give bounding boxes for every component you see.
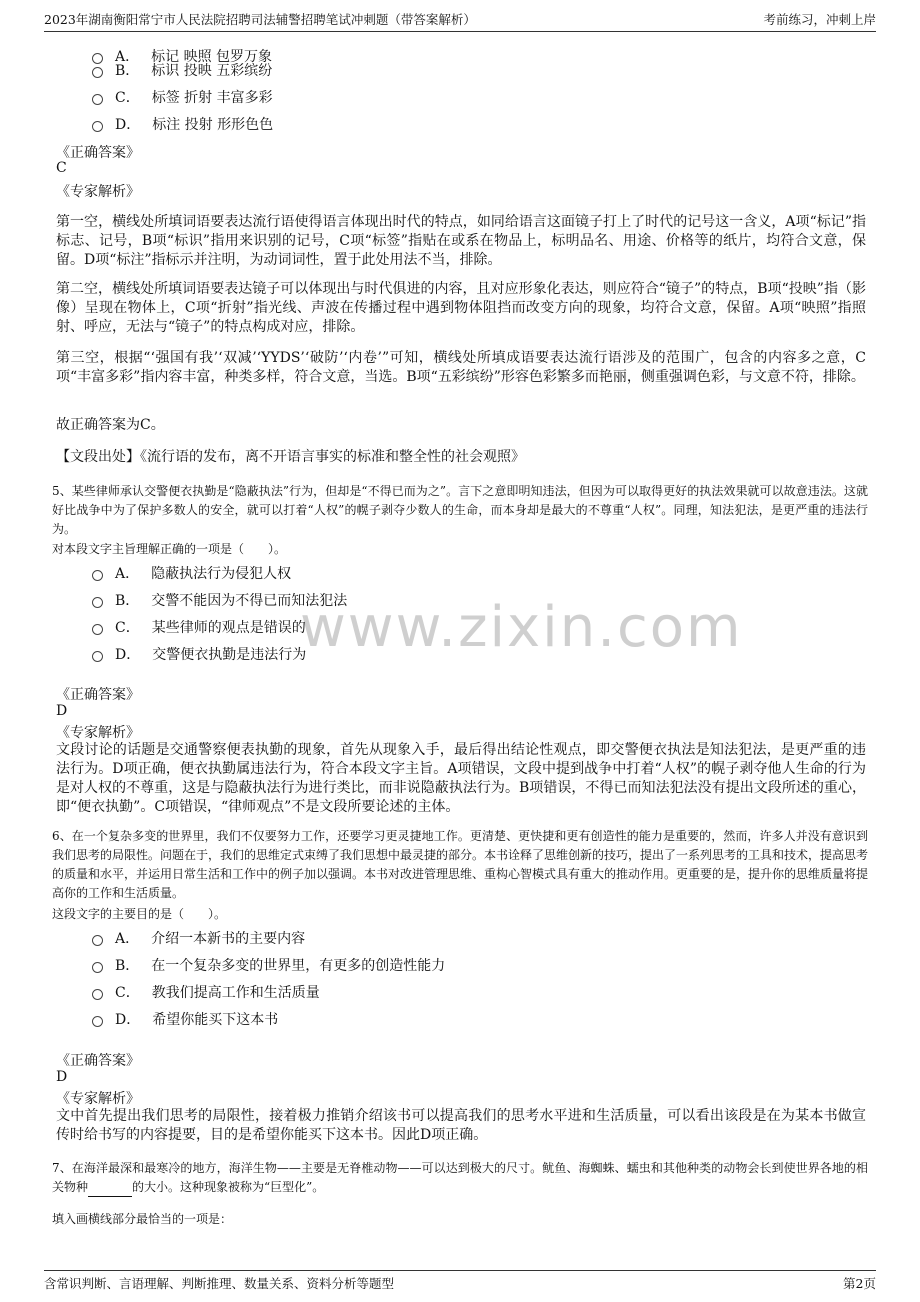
radio-button[interactable] [92,121,103,132]
q4-option-b[interactable]: B． 标识 投映 五彩缤纷 [92,60,272,80]
q6-option-b[interactable]: B． 在一个复杂多变的世界里，有更多的创造性能力 [92,955,445,975]
radio-button[interactable] [92,989,103,1000]
source-citation: 【文段出处】《流行语的发布，离不开语言事实的标准和整全性的社会观照》 [56,449,525,465]
fill-in-blank [88,1182,132,1197]
radio-button[interactable] [92,624,103,635]
analysis-paragraph: 第三空，根据“‘强国有我’‘双减’‘YYDS’‘破防’‘内卷’”可知，横线处所填成语要表达流行语涉及的范围广，包含的内容多之意，C项“丰富多彩”指内容丰富，种类多样，符合文意，当选。B项“五彩缤纷”形容色彩繁多而艳丽，侧重强调色彩，与文意不符，排除。 [56,350,866,385]
analysis-paragraph: 文段讨论的话题是交通警察便表执勤的现象，首先从现象入手，最后得出结论性观点，即交警便衣执法是知法犯法，是更严重的违法行为。D项正确，便衣执勤属违法行为，符合本段文字主旨。A项错误，文段中提到战争中打着“人权”的幌子剥夺他人生命的行为是对人权的不尊重，这是与隐蔽执法行为进行类比，而非说隐蔽执法行为。B项错误，不得已而知法犯法没有提出文段所述的重心，即“便衣执勤”。C项错误，“律师观点”不是文段所要论述的主体。 [56,742,866,815]
radio-button[interactable] [92,1016,103,1027]
q6-option-a[interactable]: A． 介绍一本新书的主要内容 [92,928,305,948]
page-number: 第2页 [843,1276,876,1291]
page-header [44,10,876,32]
radio-button[interactable] [92,94,103,105]
radio-button[interactable] [92,651,103,662]
answer-tag: 《正确答案》 [56,145,140,161]
analysis-paragraph: 第二空，横线处所填词语要表达镜子可以体现出与时代俱进的内容，且对应形象化表达，则应符合“镜子”的特点，B项“投映”指（影像）呈现在物体上，C项“折射”指光线、声波在传播过程中遇到物体阻挡而改变方向的现象，均符合文意，保留。A项“映照”指照射、呼应，无法与“镜子”的特点构成对应，排除。 [56,281,866,335]
q5-option-b[interactable]: B． 交警不能因为不得已而知法犯法 [92,590,347,610]
question-prompt: 这段文字的主要目的是（ ）。 [52,907,227,921]
page-footer [44,1270,876,1292]
answer-tag: 《正确答案》 [56,687,140,703]
q4-option-c[interactable]: C． 标签 折射 丰富多彩 [92,87,273,107]
footer-note: 含常识判断、言语理解、判断推理、数量关系、资料分析等题型 [44,1276,395,1291]
analysis-tag: 《专家解析》 [56,725,140,741]
analysis-paragraph: 第一空，横线处所填词语要表达流行语使得语言体现出时代的特点，如同给语言这面镜子打上了时代的记号这一含义，A项“标记”指标志、记号，B项“标识”指用来识别的记号，C项“标签”指贴在或系在物品上，标明品名、用途、价格等的纸片，均符合文意，保留。D项“标注”指标示并注明，为动词词性，置于此处用法不当，排除。 [56,214,866,268]
radio-button[interactable] [92,935,103,946]
radio-button[interactable] [92,597,103,608]
q6-option-c[interactable]: C． 教我们提高工作和生活质量 [92,982,320,1002]
answer-value: D [56,1069,68,1085]
question-text: 7、在海洋最深和最寒冷的地方，海洋生物——主要是无脊椎动物——可以达到极大的尺寸。鱿鱼、海蜘蛛、蠕虫和其他种类的动物会长到使世界各地的相关物种 的大小。这种现象被称为“巨型化”。 [52,1159,868,1197]
answer-value: D [56,703,68,719]
radio-button[interactable] [92,570,103,581]
q4-option-a[interactable]: A． 标记 映照 包罗万象 [92,46,272,66]
question-text: 5、某些律师承认交警便衣执勤是“隐蔽执法”行为，但却是“不得已而为之”。言下之意即明知违法，但因为可以取得更好的执法效果就可以故意违法。这就好比战争中为了保护多数人的安全，就可以打着“人权”的幌子剥夺少数人的生命，而本身却是最大的不尊重“人权”。同理，知法犯法，是更严重的违法行为。 [52,484,868,536]
header-slogan: 考前练习，冲刺上岸 [763,12,876,27]
analysis-tag: 《专家解析》 [56,184,140,200]
q6-option-d[interactable]: D． 希望你能买下这本书 [92,1009,278,1029]
question-text: 6、在一个复杂多变的世界里，我们不仅要努力工作，还要学习更灵捷地工作。更清楚、更快捷和更有创造性的能力是重要的，然而，许多人并没有意识到我们思考的局限性。问题在于，我们的思维定式束缚了我们思想中最灵捷的部分。本书诠释了思维创新的技巧，提出了一系列思考的工具和技术，提高思考的质量和水平，并运用日常生活和工作中的例子加以强调。本书对改进管理思维、重构心智模式具有重大的推动作用。更重要的是，提升你的思维质量将提高你的工作和生活质量。 [52,829,869,900]
document-title: 2023年湖南衡阳常宁市人民法院招聘司法辅警招聘笔试冲刺题（带答案解析） [44,12,476,27]
answer-value: C [56,160,67,176]
q5-option-c[interactable]: C． 某些律师的观点是错误的 [92,617,306,637]
question-prompt: 填入画横线部分最恰当的一项是： [52,1212,233,1226]
analysis-paragraph: 文中首先提出我们思考的局限性，接着极力推销介绍该书可以提高我们的思考水平进和生活质量，可以看出该段是在为某本书做宣传时给书写的内容提要，目的是希望你能买下这本书。因此D项正确。 [56,1108,866,1143]
q5-option-d[interactable]: D． 交警便衣执勤是违法行为 [92,644,306,664]
q4-option-d[interactable]: D． 标注 投射 形形色色 [92,114,273,134]
radio-button[interactable] [92,962,103,973]
q5-option-a[interactable]: A． 隐蔽执法行为侵犯人权 [92,563,291,583]
answer-tag: 《正确答案》 [56,1053,140,1069]
question-prompt: 对本段文字主旨理解正确的一项是（ ）。 [52,542,287,556]
watermark: www.zixin.com [300,595,743,660]
analysis-tag: 《专家解析》 [56,1091,140,1107]
radio-button[interactable] [92,67,103,78]
analysis-conclusion: 故正确答案为C。 [56,417,165,433]
